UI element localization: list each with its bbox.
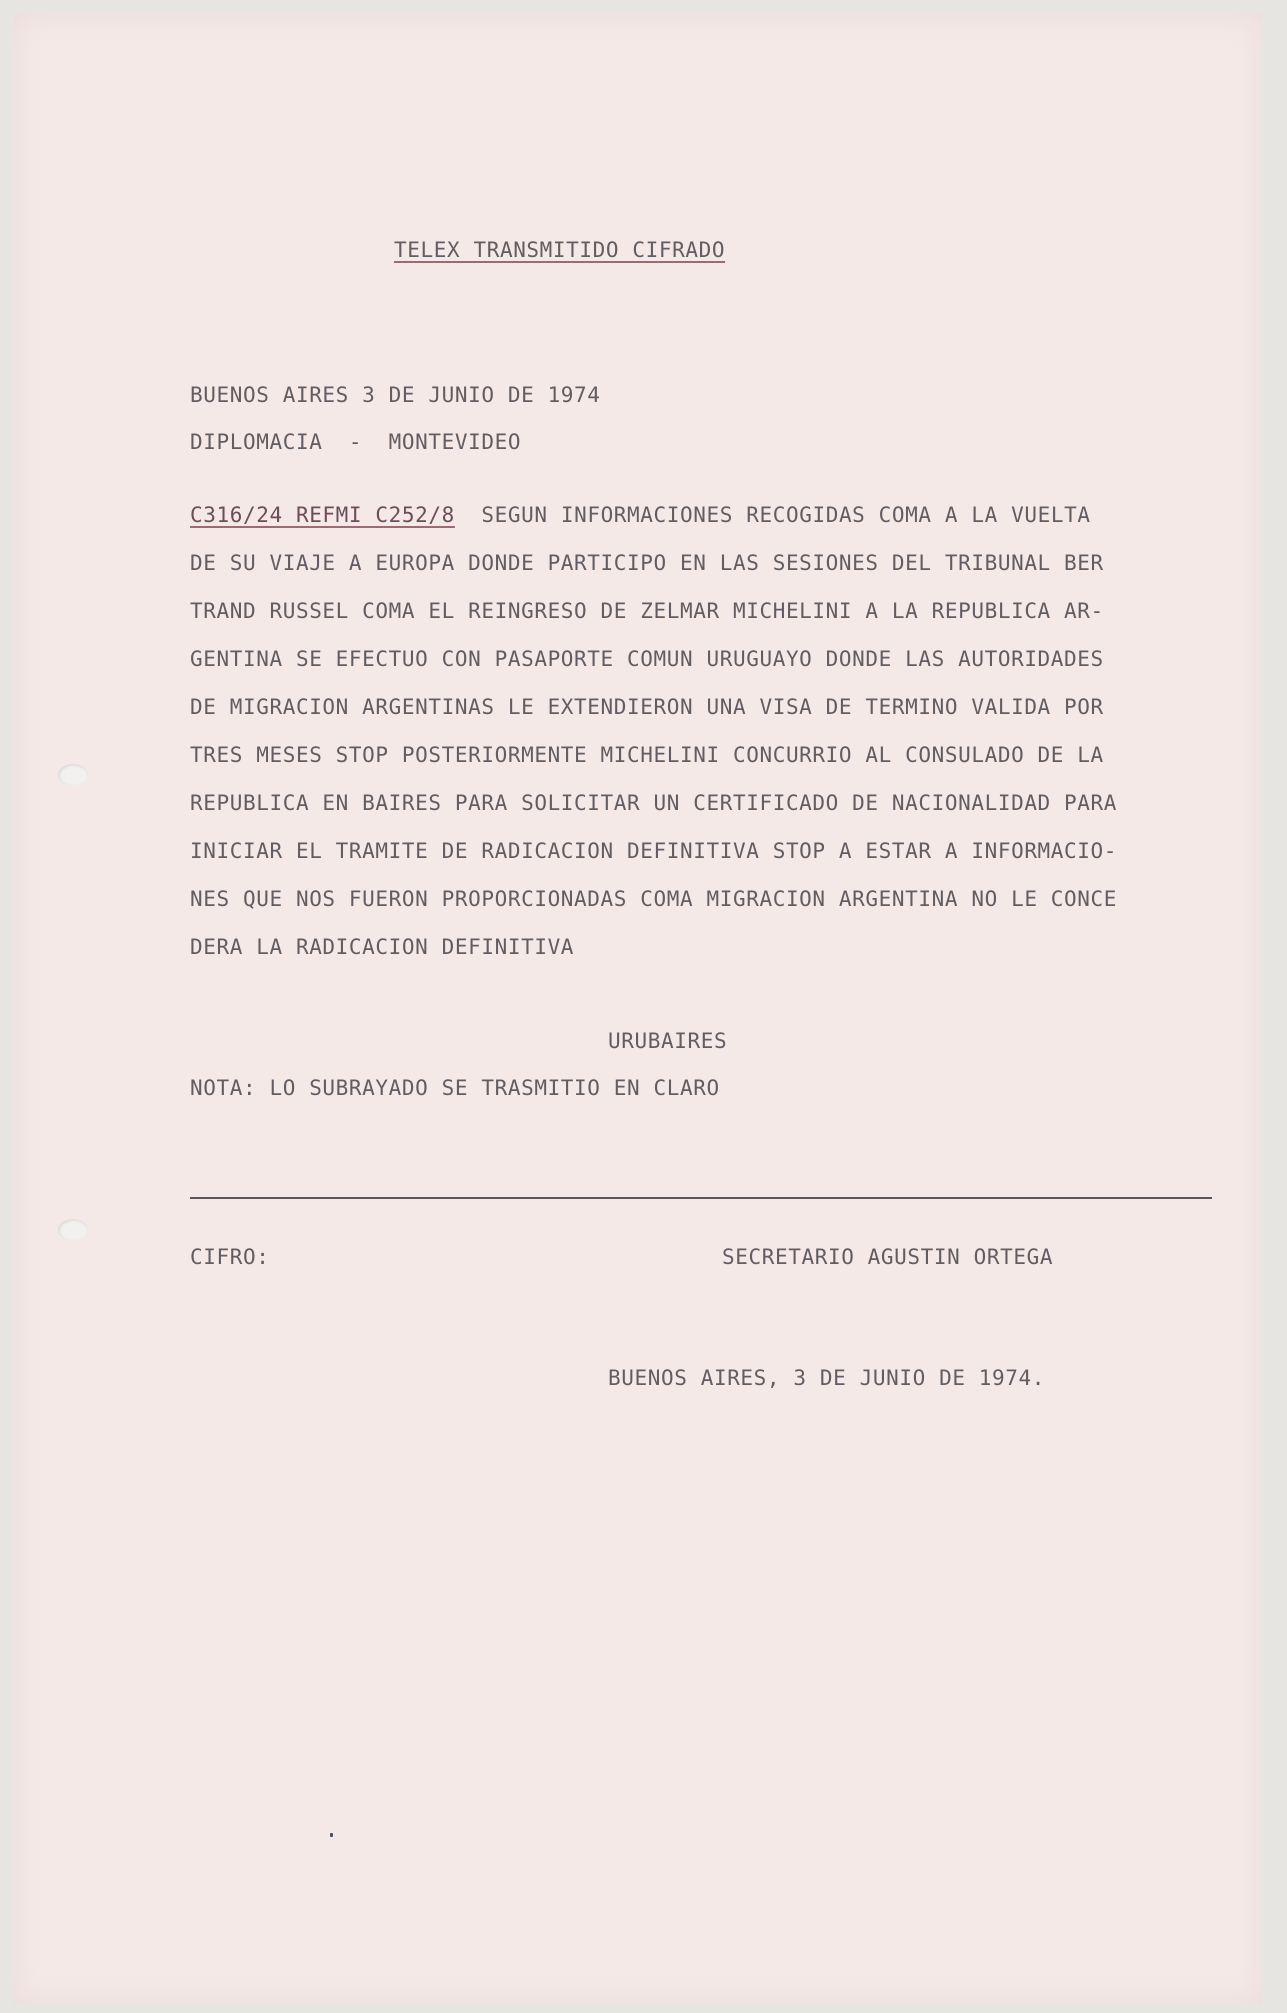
message-line: DE SU VIAJE A EUROPA DONDE PARTICIPO EN LAS SESIONES DEL TRIBUNAL BER (190, 551, 1104, 575)
cable-reference: C316/24 REFMI C252/8 (190, 503, 455, 527)
message-line: NES QUE NOS FUERON PROPORCIONADAS COMA MIGRACION ARGENTINA NO LE CONCE (190, 887, 1118, 911)
document-title: TELEX TRANSMITIDO CIFRADO (394, 238, 726, 262)
message-line: TRAND RUSSEL COMA EL REINGRESO DE ZELMAR MICHELINI A LA REPUBLICA AR- (190, 599, 1104, 623)
punch-hole-bottom (58, 1219, 88, 1241)
sender-code: URUBAIRES (608, 1029, 728, 1053)
message-first-line (190, 505, 1091, 526)
cifro-label: CIFRO: (190, 1245, 270, 1269)
document-page (14, 14, 1262, 2004)
recipient: DIPLOMACIA - MONTEVIDEO (190, 430, 522, 454)
message-line: DE MIGRACION ARGENTINAS LE EXTENDIERON UNA VISA DE TERMINO VALIDA POR (190, 695, 1104, 719)
message-line: GENTINA SE EFECTUO CON PASAPORTE COMUN URUGUAYO DONDE LAS AUTORIDADES (190, 647, 1104, 671)
signatory: SECRETARIO AGUSTIN ORTEGA (722, 1245, 1054, 1269)
message-line: INICIAR EL TRAMITE DE RADICACION DEFINITIVA STOP A ESTAR A INFORMACIO- (190, 839, 1118, 863)
message-line: DERA LA RADICACION DEFINITIVA (190, 935, 575, 959)
message-line: TRES MESES STOP POSTERIORMENTE MICHELINI CONCURRIO AL CONSULADO DE LA (190, 743, 1104, 767)
message-line: REPUBLICA EN BAIRES PARA SOLICITAR UN CERTIFICADO DE NACIONALIDAD PARA (190, 791, 1118, 815)
transmission-note: NOTA: LO SUBRAYADO SE TRASMITIO EN CLARO (190, 1076, 720, 1100)
ink-speck (330, 1833, 333, 1837)
separator-rule (190, 1197, 1212, 1199)
first-line-text: SEGUN INFORMACIONES RECOGIDAS COMA A LA VUELTA (481, 503, 1091, 527)
punch-hole-top (58, 764, 88, 786)
closing-date: BUENOS AIRES, 3 DE JUNIO DE 1974. (608, 1366, 1046, 1390)
dateline: BUENOS AIRES 3 DE JUNIO DE 1974 (190, 383, 601, 407)
